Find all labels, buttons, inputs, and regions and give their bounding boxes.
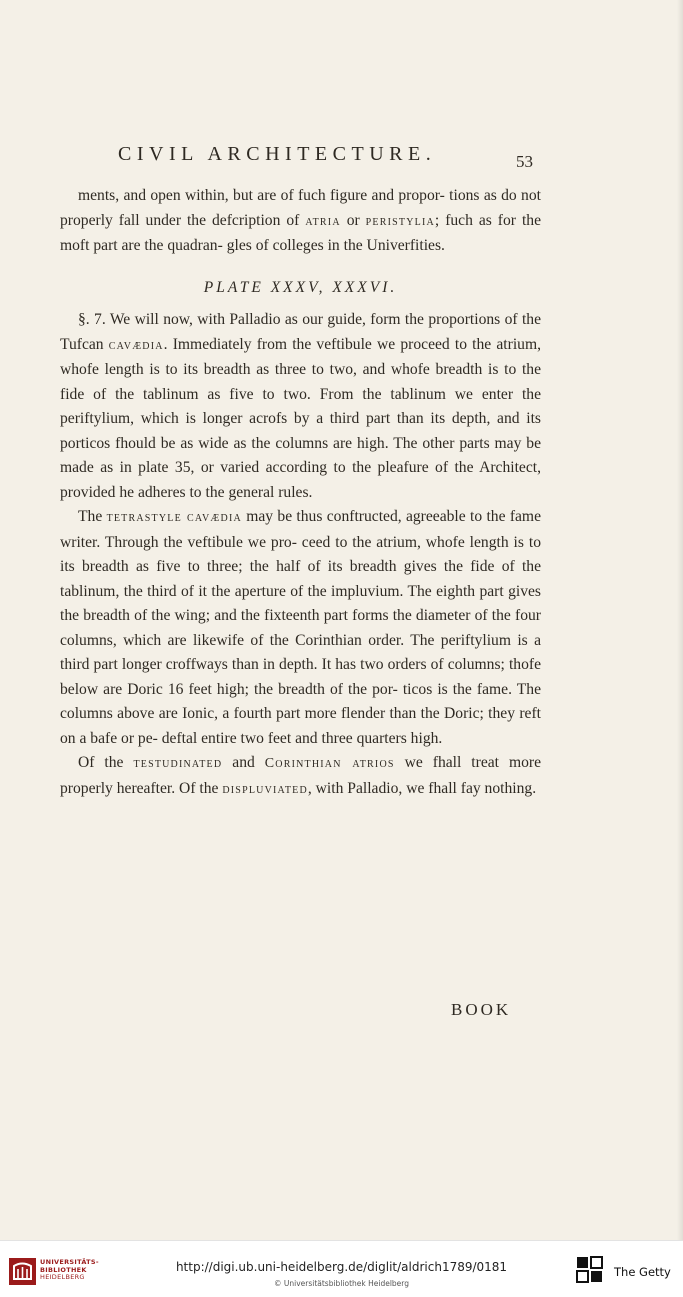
library-name: UNIVERSITÄTS- BIBLIOTHEK HEIDELBERG (40, 1258, 99, 1281)
catchword: BOOK (451, 1000, 512, 1019)
paragraph-4: Of the testudinated and Corinthian atrios we fhall treat more properly hereafter. Of the displuviated, with Palladio, we fhall fay nothing. (60, 754, 542, 797)
paragraph-3: The tetrastyle cavædia may be thus conftructed, agreeable to the fame writer. Through the veftibule we pro- ceed to the atrium, whofe length is to its breadth as five to three; the half of its breadth gives the fide of the tablinum, the third of it the aperture of the impluvium. The eighth part gives the breadth of the wing; and the fixteenth part forms the diameter of the four columns, which are likewife of the Corinthian order. The periftylium is a third part longer croffways than in depth. It has two orders of columns; thofe below are Doric 16 feet high; the breadth of the por- ticos is the fame. The columns above are Ionic, a fourth part more flender than the Doric; they reft on a bafe or pe- deftal entire two feet and three quarters high. (60, 508, 541, 747)
page-number: 53 (516, 152, 533, 171)
body-text (60, 184, 541, 802)
running-head: CIVIL ARCHITECTURE. (118, 143, 437, 165)
footer-bar (0, 1240, 683, 1297)
page-edge-shadow (677, 0, 683, 1240)
paragraph-2: §. 7. We will now, with Palladio as our guide, form the proportions of the Tufcan cavædia. Immediately from the veftibule we proceed to the atrium, whofe length is to its breadth as three to two, and whofe breadth is to the fide of the tablinum as five to two. From the tablinum we enter the periftylium, which is longer acrofs by a third part than its depth, and its porticos fhould be as wide as the columns are high. The other parts may be made as in plate 35, or varied according to the pleafure of the Architect, provided he adheres to the general rules. (60, 311, 541, 501)
permalink-url[interactable]: http://digi.ub.uni-heidelberg.de/diglit/aldrich1789/0181 (175, 1260, 508, 1274)
getty-label: The Getty (614, 1265, 671, 1279)
copyright-notice: © Universitätsbibliothek Heidelberg (273, 1279, 409, 1288)
plate-heading: PLATE XXXV, XXXVI. (203, 278, 398, 296)
paragraph-1: ments, and open within, but are of fuch figure and propor- tions as do not properly fall under the defcription of atria or peristylia; fuch as for the moft part are the quadran- gles of colleges in the Univerfities. (60, 187, 541, 254)
getty-logo-icon (575, 1255, 605, 1285)
